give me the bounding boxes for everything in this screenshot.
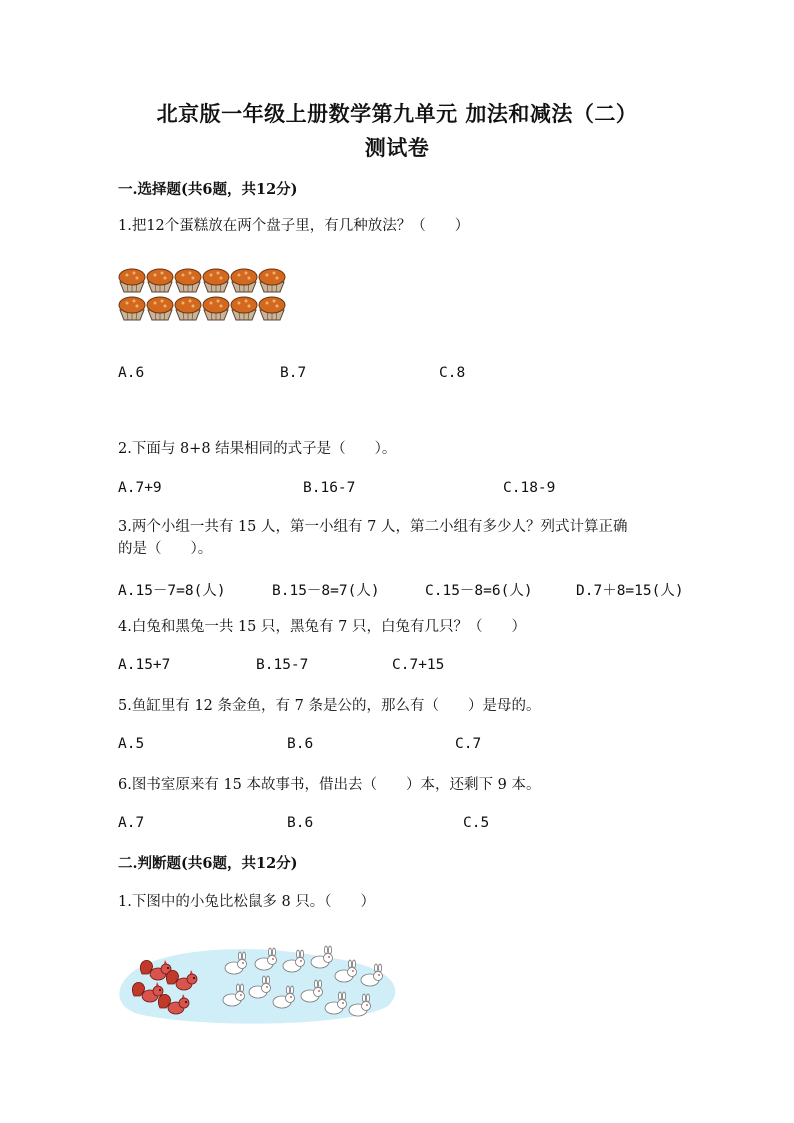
q3-option-a: A.15－7=8(人)	[118, 583, 226, 599]
q1-option-a: A.6	[118, 365, 145, 381]
q6-option-a: A.7	[118, 815, 145, 831]
q4-option-c: C.7+15	[392, 657, 445, 673]
q2-option-a: A.7+9	[118, 480, 162, 496]
squirrels-and-rabbits-illustration	[118, 936, 400, 1026]
q6-option-b: B.6	[287, 815, 314, 831]
q2-option-c: C.18-9	[503, 480, 556, 496]
q3-option-d: D.7＋8=15(人)	[576, 583, 684, 599]
page-title: 北京版一年级上册数学第九单元 加法和减法（二）	[156, 101, 638, 126]
section-heading-judgement: 二.判断题(共6题，共12分)	[118, 855, 298, 872]
question-5: 5.鱼缸里有 12 条金鱼，有 7 条是公的，那么有（ ）是母的。	[118, 698, 541, 714]
question-6: 6.图书室原来有 15 本故事书，借出去（ ）本，还剩下 9 本。	[118, 777, 541, 793]
question-4: 4.白兔和黑兔一共 15 只，黑兔有 7 只，白兔有几只？（ ）	[118, 619, 526, 635]
q4-option-a: A.15+7	[118, 657, 171, 673]
q5-option-a: A.5	[118, 736, 145, 752]
question-3-line-1: 3.两个小组一共有 15 人，第一小组有 7 人，第二小组有多少人？列式计算正确	[118, 519, 628, 535]
q2-option-b: B.16-7	[303, 480, 356, 496]
q5-option-c: C.7	[455, 736, 482, 752]
question-1: 1.把12个蛋糕放在两个盘子里，有几种放法？（ ）	[118, 218, 470, 234]
page-subtitle: 测试卷	[364, 135, 430, 160]
q1-option-c: C.8	[439, 365, 466, 381]
cupcake-icon	[118, 268, 293, 328]
q3-option-c: C.15－8=6(人)	[425, 583, 533, 599]
q6-option-c: C.5	[463, 815, 490, 831]
q3-option-b: B.15－8=7(人)	[272, 583, 380, 599]
section-heading-choice: 一.选择题(共6题，共12分)	[118, 181, 298, 198]
q1-option-b: B.7	[280, 365, 307, 381]
judgement-1: 1.下图中的小兔比松鼠多 8 只。（ ）	[118, 894, 376, 910]
q4-option-b: B.15-7	[256, 657, 309, 673]
q5-option-b: B.6	[287, 736, 314, 752]
question-2: 2.下面与 8+8 结果相同的式子是（ ）。	[118, 441, 397, 457]
question-3-line-2: 的是（ ）。	[118, 541, 213, 557]
